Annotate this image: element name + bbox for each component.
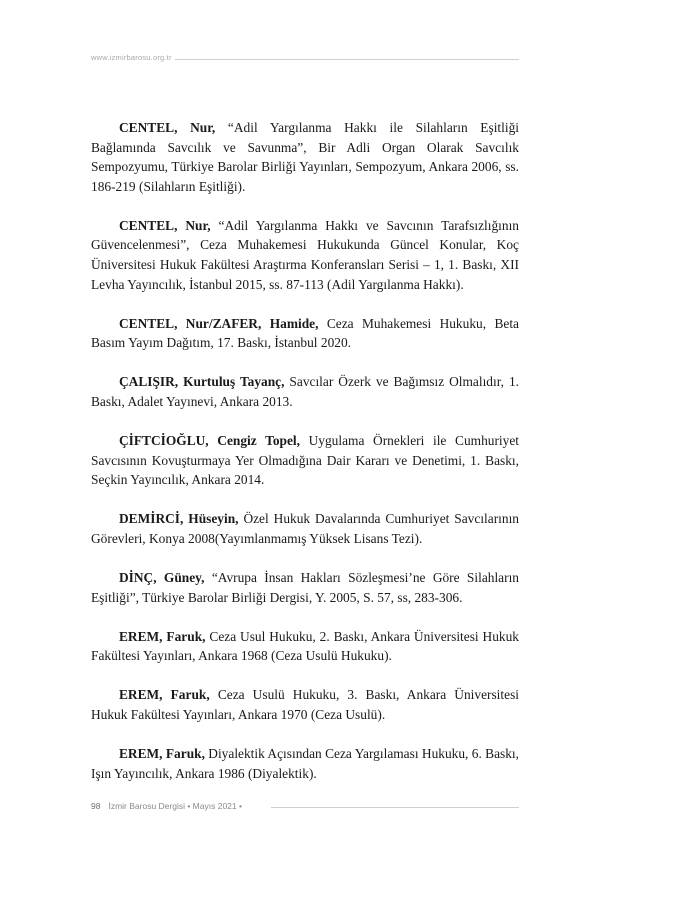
entry-text: Özel Hukuk Davalarında Cumhuriyet Savcılarının Görevleri, Konya 2008(Yayımlanmamış Yüksek Lisans Tezi). xyxy=(91,511,519,546)
bibliography-entry xyxy=(91,431,519,490)
entry-author: ÇİFTCİOĞLU, Cengiz Topel, xyxy=(119,433,300,449)
bibliography-entry xyxy=(91,744,519,783)
entry-text: Ceza Usulü Hukuku, 3. Baskı, Ankara Üniversitesi Hukuk Fakültesi Yayınları, Ankara 1970 (Ceza Usulü). xyxy=(91,687,520,723)
entry-author: CENTEL, Nur/ZAFER, Hamide, xyxy=(119,315,319,331)
entry-author: DEMİRCİ, Hüseyin, xyxy=(119,511,239,527)
entry-text: “Avrupa İnsan Hakları Sözleşmesi’ne Göre Silahların Eşitliği”, Türkiye Barolar Birliği Dergisi, Y. 2005, S. 57, ss, 283-306. xyxy=(91,570,519,605)
entry-author: DİNÇ, Güney, xyxy=(119,570,205,586)
entry-text: Ceza Muhakemesi Hukuku, Beta Basım Yayım Dağıtım, 17. Baskı, İstanbul 2020. xyxy=(91,315,519,351)
entry-author: CENTEL, Nur, xyxy=(119,217,211,233)
bibliography-entry xyxy=(91,216,519,294)
entry-text: Ceza Usul Hukuku, 2. Baskı, Ankara Üniversitesi Hukuk Fakültesi Yayınları, Ankara 1968 (Ceza Usulü Hukuku). xyxy=(91,628,519,664)
bibliography-entry xyxy=(91,685,519,724)
entry-text: “Adil Yargılanma Hakkı ve Savcının Tarafsızlığının Güvencelenmesi”, Ceza Muhakemesi Hukukunda Güncel Konular, Koç Üniversitesi Hukuk Fakültesi Araştırma Konferansları Serisi – 1, 1. Baskı, XII Levha Yayıncılık, İstanbul 2015, ss. 87-113 (Adil Yargılanma Hakkı). xyxy=(91,217,519,292)
page-number: 98 xyxy=(91,801,101,811)
entry-author: EREM, Faruk, xyxy=(119,687,210,703)
bibliography-entry xyxy=(91,372,519,411)
header-url: www.izmirbarosu.org.tr xyxy=(91,53,175,62)
bibliography-entry xyxy=(91,509,519,548)
page-footer xyxy=(91,801,519,815)
bibliography-entry xyxy=(91,568,519,607)
header-rule xyxy=(169,59,519,60)
entry-text: “Adil Yargılanma Hakkı ile Silahların Eşitliği Bağlamında Savcılık ve Savunma”, Bir Adli Organ Olarak Savcılık Sempozyumu, Türkiye Barolar Birliği Yayınları, Sempozyum, Ankara 2006, ss. 186-219 (Silahların Eşitliği). xyxy=(91,120,519,194)
footer-rule xyxy=(271,807,519,808)
entry-author: CENTEL, Nur, xyxy=(119,120,216,135)
bibliography-entry xyxy=(91,627,519,666)
bibliography-list xyxy=(91,118,519,803)
bibliography-entry xyxy=(91,314,519,353)
entry-author: EREM, Faruk, xyxy=(119,746,205,762)
page-header xyxy=(91,53,519,67)
entry-text: Savcılar Özerk ve Bağımsız Olmalıdır, 1. Baskı, Adalet Yayınevi, Ankara 2013. xyxy=(91,374,519,410)
bibliography-entry xyxy=(91,118,519,196)
entry-text: Uygulama Örnekleri ile Cumhuriyet Savcısının Kovuşturmaya Yer Olmadığına Dair Kararı ve Denetimi, 1. Baskı, Seçkin Yayıncılık, Ankara 2014. xyxy=(91,433,519,488)
entry-author: ÇALIŞIR, Kurtuluş Tayanç, xyxy=(119,374,285,390)
entry-text: Diyalektik Açısından Ceza Yargılaması Hukuku, 6. Baskı, Işın Yayıncılık, Ankara 1986 (Diyalektik). xyxy=(91,746,519,781)
footer-text xyxy=(91,801,245,811)
entry-author: EREM, Faruk, xyxy=(119,628,206,644)
journal-name: İzmir Barosu Dergisi • Mayıs 2021 • xyxy=(108,801,242,811)
